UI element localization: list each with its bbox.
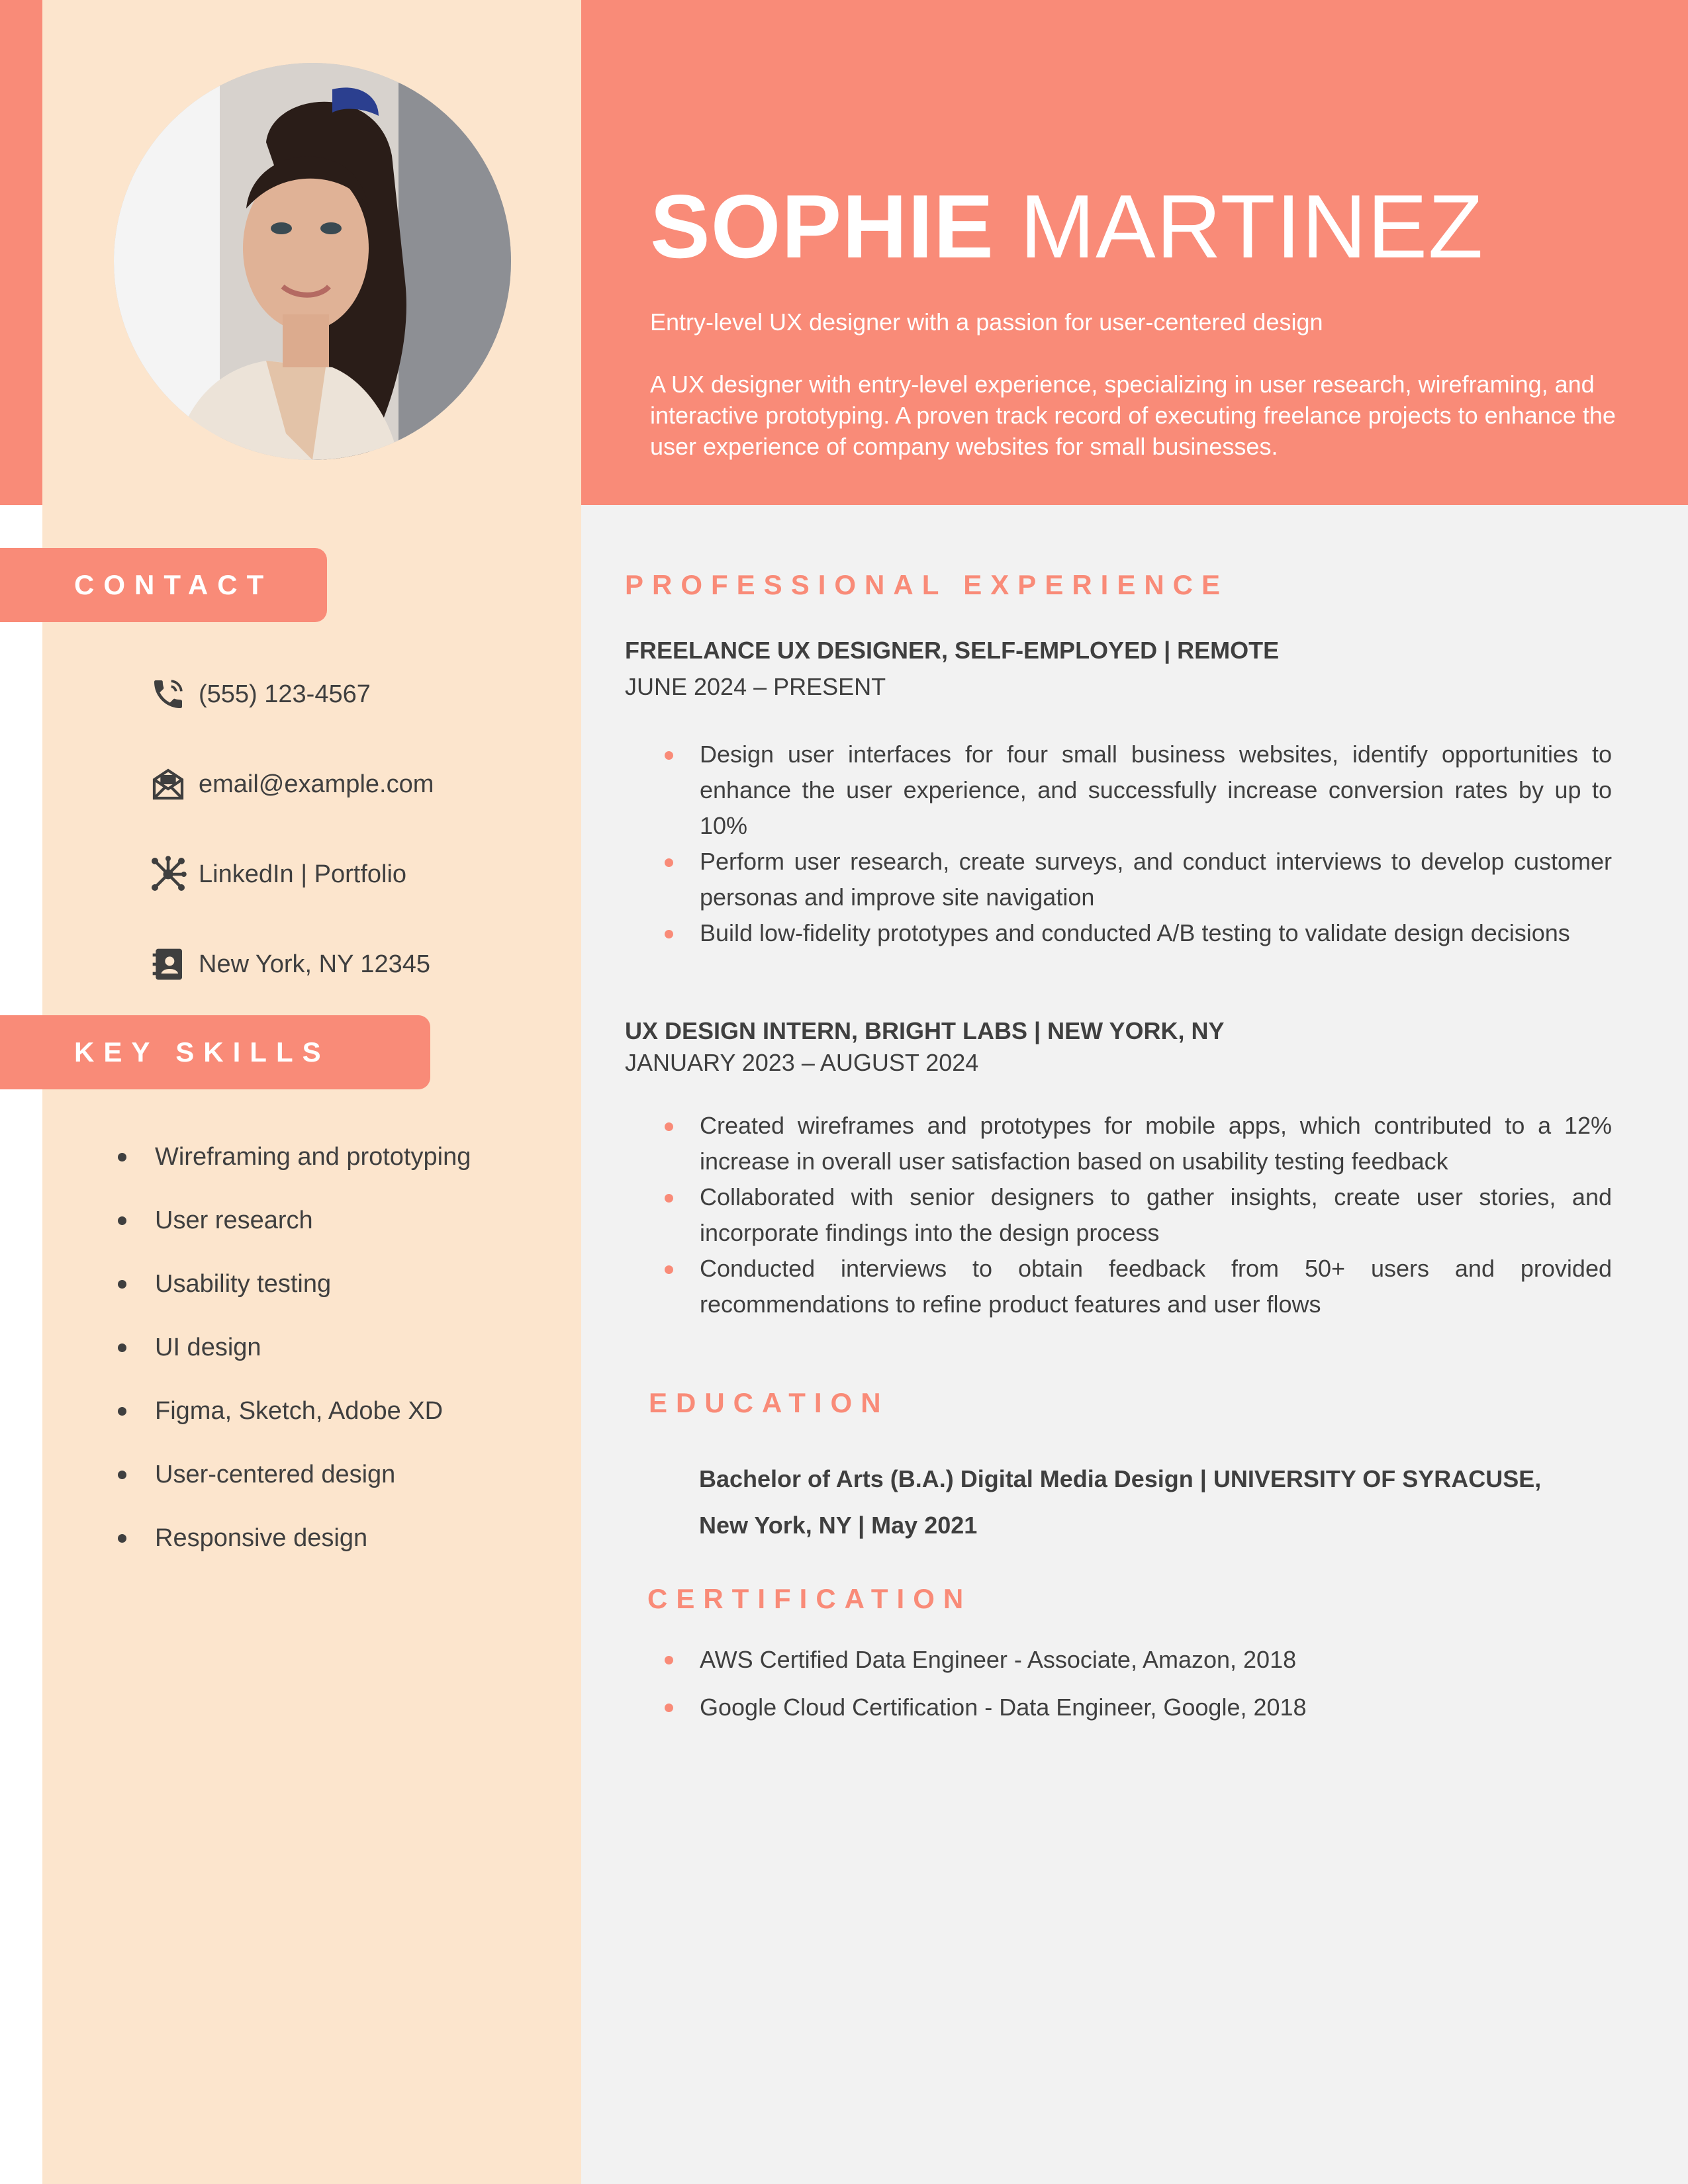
first-name: SOPHIE	[650, 176, 994, 277]
email-icon	[147, 763, 189, 805]
network-icon	[147, 853, 189, 895]
certification-item: Google Cloud Certification - Data Engineer, Google, 2018	[662, 1684, 1307, 1731]
links-text: LinkedIn | Portfolio	[199, 860, 407, 888]
contact-address	[147, 941, 430, 987]
job-dates: JANUARY 2023 – AUGUST 2024	[625, 1049, 979, 1076]
skill-item: Figma, Sketch, Adobe XD	[113, 1379, 471, 1443]
address-text: New York, NY 12345	[199, 950, 430, 978]
skill-item: Responsive design	[113, 1506, 471, 1570]
tagline: Entry-level UX designer with a passion for user-centered design	[650, 308, 1323, 336]
email-text: email@example.com	[199, 770, 434, 798]
key-skills-tab	[0, 1015, 430, 1089]
phone-icon	[147, 673, 189, 715]
degree-text: Bachelor of Arts (B.A.) Digital Media Design | UNIVERSITY OF SYRACUSE,	[699, 1465, 1542, 1492]
job-bullet: Build low-fidelity prototypes and conducted A/B testing to validate design decisions	[662, 915, 1612, 951]
bullet-icon	[118, 1534, 126, 1543]
experience-title: PROFESSIONAL EXPERIENCE	[625, 569, 1229, 600]
job-title: UX DESIGN INTERN, BRIGHT LABS | NEW YORK, NY	[625, 1017, 1225, 1044]
skill-item: Usability testing	[113, 1252, 471, 1316]
last-name: MARTINEZ	[1019, 176, 1484, 277]
job-bullet: Perform user research, create surveys, and conduct interviews to develop customer personas and improve site navigation	[662, 844, 1612, 915]
bullet-icon	[118, 1343, 126, 1352]
left-accent-stripe	[0, 0, 42, 505]
full-name	[650, 173, 1483, 279]
certification-title: CERTIFICATION	[647, 1583, 972, 1614]
contact-email	[147, 761, 434, 807]
skill-item: User-centered design	[113, 1443, 471, 1506]
contact-links	[147, 851, 406, 897]
bullet-icon	[118, 1153, 126, 1161]
education-title: EDUCATION	[649, 1387, 890, 1418]
summary: A UX designer with entry-level experience, specializing in user research, wireframing, and interactive prototyping. A proven track record of executing freelance projects to enhance the user experience of company websites for small businesses.	[650, 371, 1616, 460]
skill-item: User research	[113, 1189, 471, 1252]
certification-list	[662, 1636, 1307, 1731]
job-title: FREELANCE UX DESIGNER, SELF-EMPLOYED | REMOTE	[625, 637, 1280, 664]
job-bullet: Conducted interviews to obtain feedback from 50+ users and provided recommendations to refine product features and user flows	[662, 1251, 1612, 1322]
bullet-icon	[118, 1216, 126, 1225]
job-bullet: Collaborated with senior designers to gather insights, create user stories, and incorporate findings into the design process	[662, 1179, 1612, 1251]
skill-item: UI design	[113, 1316, 471, 1379]
job-bullets	[662, 737, 1612, 951]
bullet-icon	[118, 1280, 126, 1289]
bullet-icon	[118, 1471, 126, 1479]
education-location-date: New York, NY | May 2021	[699, 1512, 978, 1539]
profile-photo	[114, 63, 511, 460]
contact-tab	[0, 548, 327, 622]
phone-text: (555) 123-4567	[199, 680, 371, 708]
certification-item: AWS Certified Data Engineer - Associate, Amazon, 2018	[662, 1636, 1307, 1684]
job-bullets	[662, 1108, 1612, 1322]
address-book-icon	[147, 943, 189, 985]
contact-phone	[147, 671, 371, 717]
job-dates: JUNE 2024 – PRESENT	[625, 673, 886, 700]
key-skills-title: KEY SKILLS	[74, 1036, 330, 1068]
job-bullet: Design user interfaces for four small business websites, identify opportunities to enhance the user experience, and successfully increase conversion rates by up to 10%	[662, 737, 1612, 844]
contact-title: CONTACT	[74, 569, 273, 600]
skills-list	[113, 1125, 471, 1570]
bullet-icon	[118, 1407, 126, 1416]
job-bullet: Created wireframes and prototypes for mobile apps, which contributed to a 12% increase in overall user satisfaction based on usability testing feedback	[662, 1108, 1612, 1179]
education-entry	[699, 1456, 1593, 1549]
skill-item: Wireframing and prototyping	[113, 1125, 471, 1189]
